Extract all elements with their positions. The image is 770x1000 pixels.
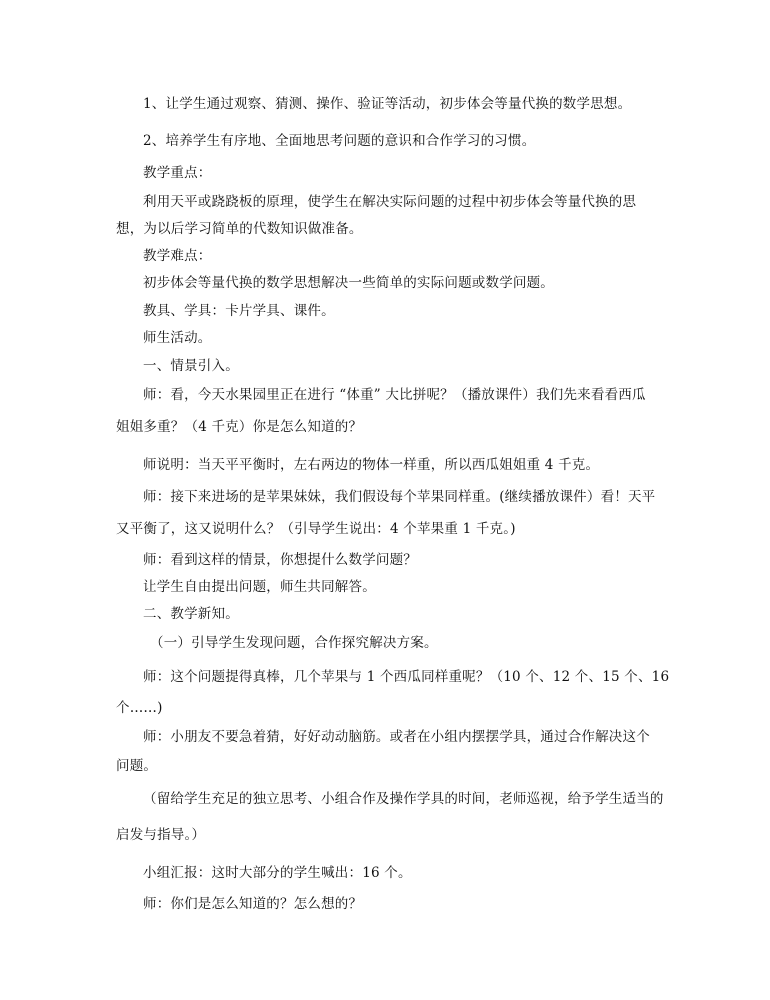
guidance-note-b: 启发与指导。）	[116, 827, 206, 843]
teacher-line-5a: 师：小朋友不要急着猜，好好动动脑筋。或者在小组内摆摆学具，通过合作解决这个	[143, 729, 650, 745]
teacher-line-6: 师：你们是怎么知道的？怎么想的？	[143, 896, 363, 912]
teacher-line-2b: 又平衡了，这又说明什么？（引导学生说出：4 个苹果重 1 千克。)	[116, 521, 516, 537]
guidance-note-a: （留给学生充足的独立思考、小组合作及操作学具的时间，老师巡视，给予学生适当的	[143, 791, 664, 807]
section-2-heading: 二、教学新知。	[143, 606, 239, 622]
key-points-text-2: 想，为以后学习简单的代数知识做准备。	[116, 221, 363, 237]
section-1-heading: 一、情景引入。	[143, 358, 239, 374]
teacher-line-5b: 问题。	[116, 758, 158, 774]
teacher-explanation: 师说明：当天平平衡时，左右两边的物体一样重，所以西瓜姐姐重 4 千克。	[143, 457, 600, 473]
objective-2: 2、培养学生有序地、全面地思考问题的意识和合作学习的习惯。	[143, 133, 536, 149]
teacher-line-4b: 个……)	[116, 700, 163, 716]
subsection-1-heading: （一）引导学生发现问题，合作探究解决方案。	[150, 635, 438, 651]
teacher-line-1b: 姐姐多重？（4 千克）你是怎么知道的？	[116, 419, 363, 435]
key-points-heading: 教学重点：	[143, 165, 212, 181]
teacher-line-4a: 师：这个问题提得真棒，几个苹果与 1 个西瓜同样重呢？（10 个、12 个、15 个、16	[143, 669, 670, 685]
teaching-aids: 教具、学具：卡片学具、课件。	[143, 303, 335, 319]
teacher-line-1a: 师：看，今天水果园里正在进行 “体重” 大比拼呢？（播放课件）我们先来看看西瓜	[143, 387, 646, 403]
teacher-line-3: 师：看到这样的情景，你想提什么数学问题？	[143, 552, 417, 568]
teacher-line-2a: 师：接下来进场的是苹果妹妹，我们假设每个苹果同样重。(继续播放课件）看！天平	[143, 489, 656, 505]
difficulty-text: 初步体会等量代换的数学思想解决一些简单的实际问题或数学问题。	[143, 275, 554, 291]
objective-1: 1、让学生通过观察、猜测、操作、验证等活动，初步体会等量代换的数学思想。	[143, 96, 632, 112]
key-points-text-1: 利用天平或跷跷板的原理，使学生在解决实际问题的过程中初步体会等量代换的思	[143, 194, 637, 210]
student-questions: 让学生自由提出问题，师生共同解答。	[143, 579, 376, 595]
activities-heading: 师生活动。	[143, 330, 212, 346]
group-report: 小组汇报：这时大部分的学生喊出：16 个。	[143, 865, 412, 881]
difficulty-heading: 教学难点：	[143, 248, 212, 264]
